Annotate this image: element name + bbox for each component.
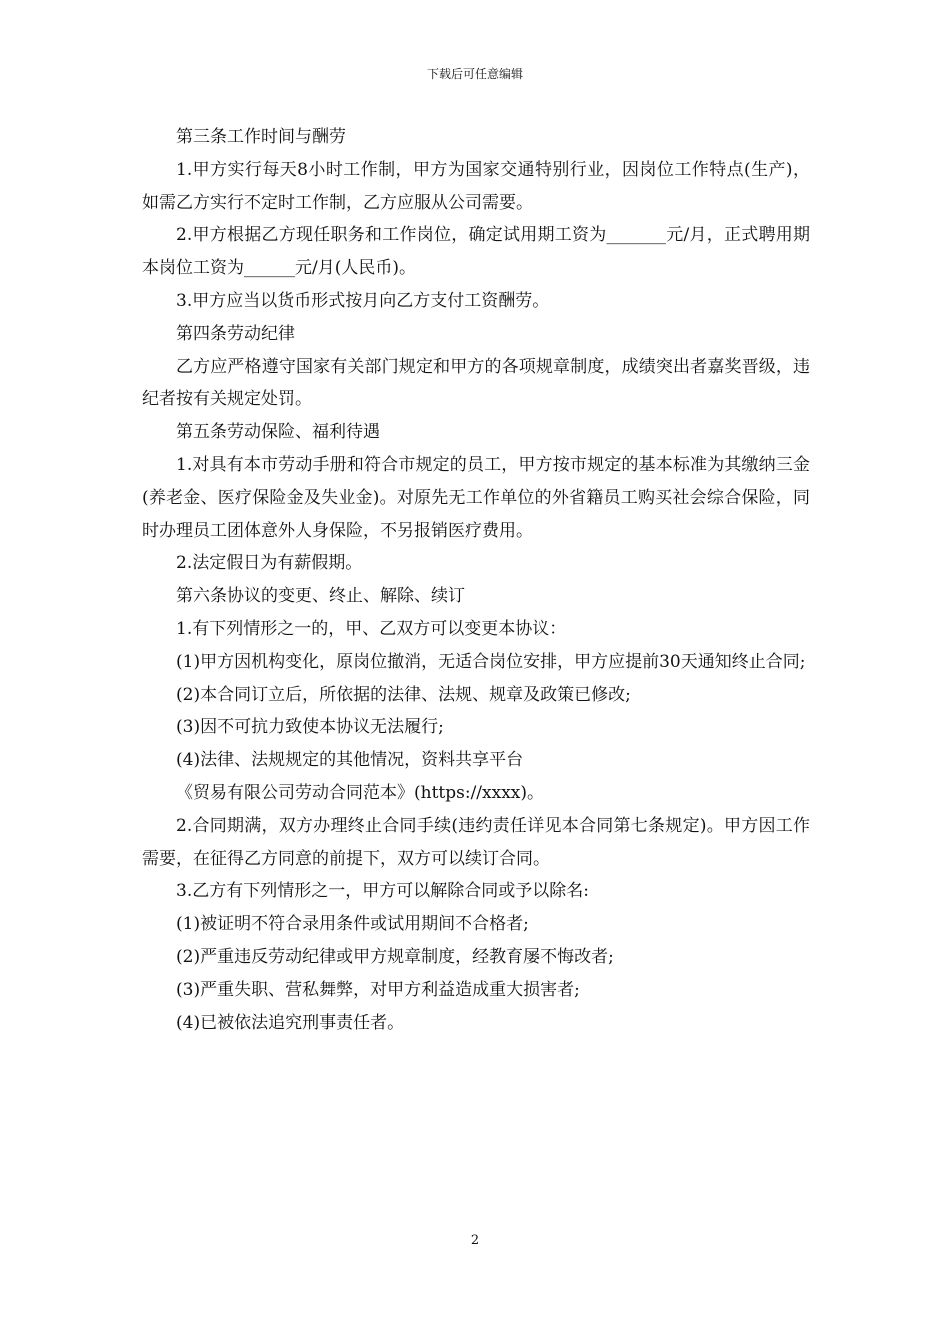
list-item-termination-2: (2)严重违反劳动纪律或甲方规章制度，经教育屡不悔改者; bbox=[176, 946, 614, 967]
section-heading-article-4: 第四条劳动纪律 bbox=[176, 323, 295, 344]
section-heading-article-6: 第六条协议的变更、终止、解除、续订 bbox=[176, 586, 465, 607]
page-header: 下载后可任意编辑 bbox=[426, 67, 523, 81]
paragraph-payment: 3.甲方应当以货币形式按月向乙方支付工资酬劳。 bbox=[176, 290, 550, 311]
paragraph-source-note: 《贸易有限公司劳动合同范本》(https://xxxx)。 bbox=[176, 782, 545, 803]
list-item-change-4: (4)法律、法规规定的其他情况，资料共享平台 bbox=[176, 750, 524, 771]
paragraph-change-conditions: 1.有下列情形之一的，甲、乙双方可以变更本协议： bbox=[176, 618, 567, 639]
paragraph-holidays: 2.法定假日为有薪假期。 bbox=[176, 553, 363, 574]
list-item-termination-1: (1)被证明不符合录用条件或试用期间不合格者; bbox=[176, 914, 529, 935]
list-item-change-1: (1)甲方因机构变化，原岗位撤消，无适合岗位安排，甲方应提前30天通知终止合同; bbox=[176, 651, 806, 672]
paragraph-termination-conditions: 3.乙方有下列情形之一，甲方可以解除合同或予以除名: bbox=[176, 881, 589, 902]
paragraph-contract-expiry: 2.合同期满，双方办理终止合同手续(违约责任详见本合同第七条规定)。甲方因工作需要，在征得乙方同意的前提下，双方可以续订合同。 bbox=[142, 815, 810, 869]
paragraph-salary: 2.甲方根据乙方现任职务和工作岗位，确定试用期工资为_______元/月，正式聘用期本岗位工资为______元/月(人民币)。 bbox=[142, 225, 810, 279]
page-number: 2 bbox=[470, 1233, 480, 1248]
paragraph-working-hours: 1.甲方实行每天8小时工作制，甲方为国家交通特别行业，因岗位工作特点(生产)，如需乙方实行不定时工作制，乙方应服从公司需要。 bbox=[142, 159, 810, 213]
list-item-termination-3: (3)严重失职、营私舞弊，对甲方利益造成重大损害者; bbox=[176, 979, 580, 1000]
list-item-termination-4: (4)已被依法追究刑事责任者。 bbox=[176, 1012, 405, 1033]
list-item-change-2: (2)本合同订立后，所依据的法律、法规、规章及政策已修改; bbox=[176, 684, 631, 705]
paragraph-discipline: 乙方应严格遵守国家有关部门规定和甲方的各项规章制度，成绩突出者嘉奖晋级，违纪者按有关规定处罚。 bbox=[142, 356, 810, 410]
section-heading-article-5: 第五条劳动保险、福利待遇 bbox=[176, 422, 380, 443]
section-heading-article-3: 第三条工作时间与酬劳 bbox=[176, 127, 346, 147]
document-body bbox=[142, 121, 810, 1039]
list-item-change-3: (3)因不可抗力致使本协议无法履行; bbox=[176, 717, 444, 738]
paragraph-insurance: 1.对具有本市劳动手册和符合市规定的员工，甲方按市规定的基本标准为其缴纳三金(养老金、医疗保险金及失业金)。对原先无工作单位的外省籍员工购买社会综合保险，同时办理员工团体意外人身保险，不另报销医疗费用。 bbox=[142, 454, 810, 541]
